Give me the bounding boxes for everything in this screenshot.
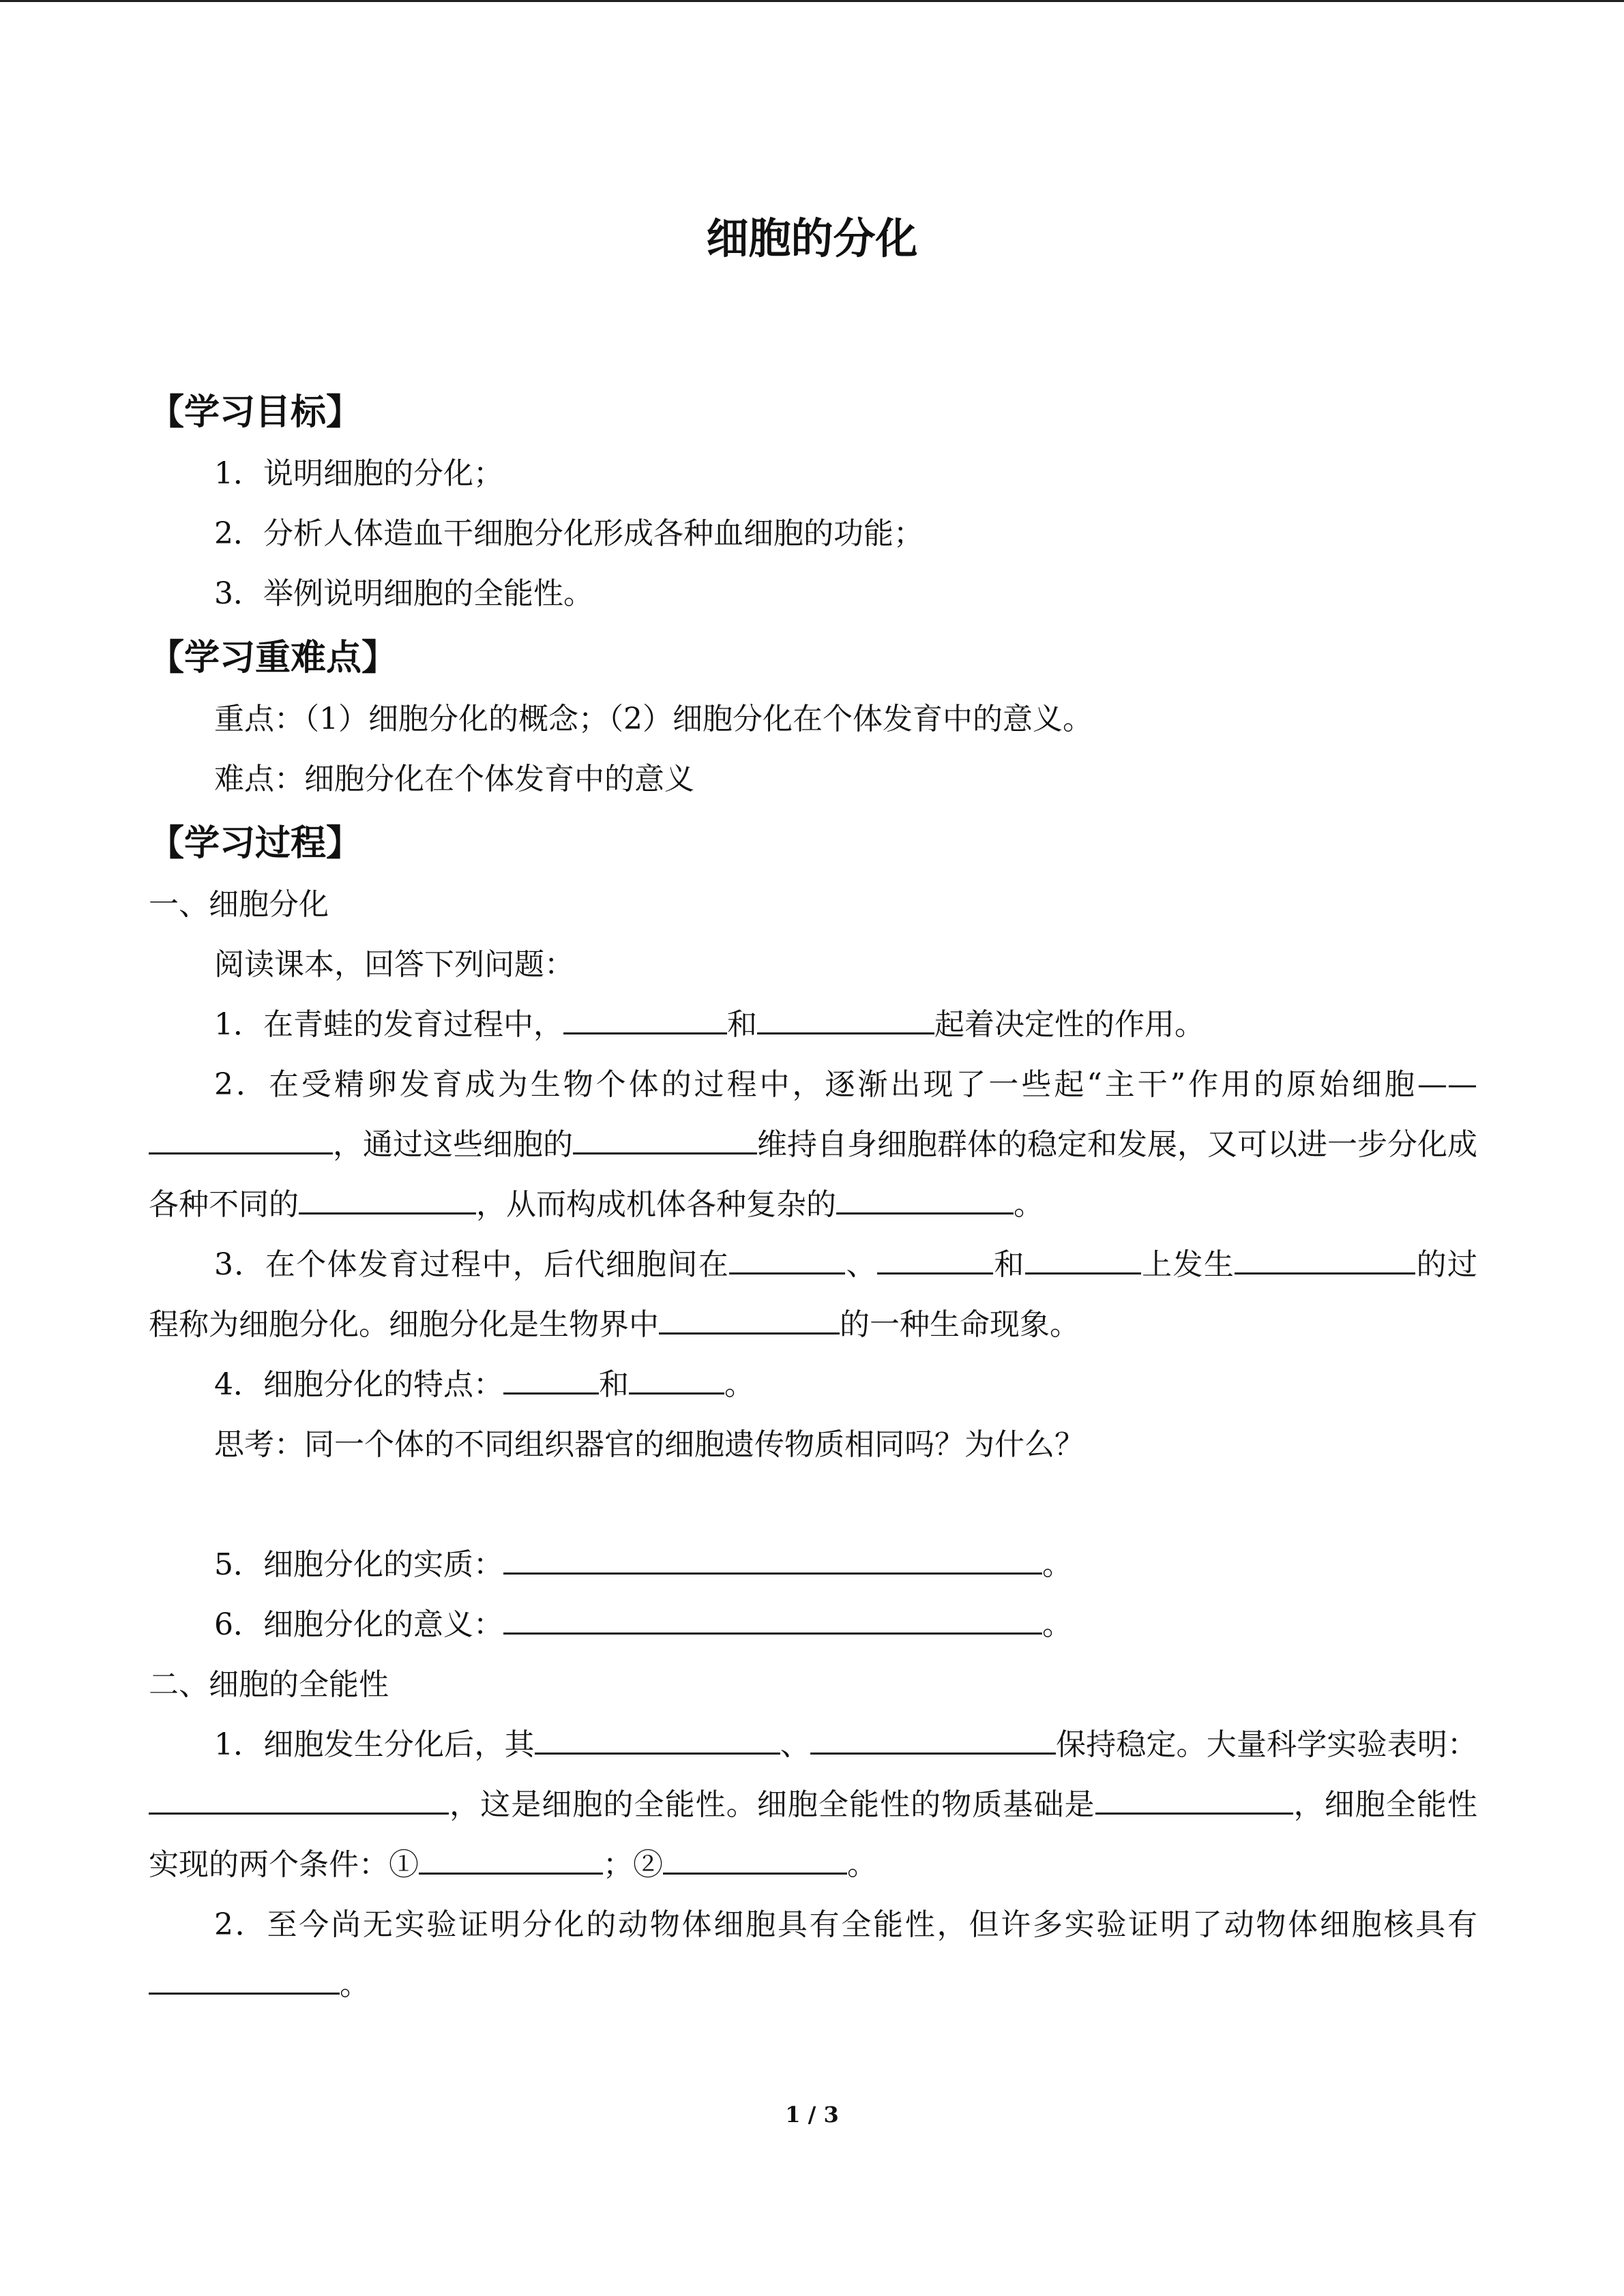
part1-intro: 阅读课本，回答下列问题：: [214, 947, 574, 982]
question-text: 。: [1014, 1187, 1044, 1222]
question-text: ，细胞全能性实现的两个条件：①: [149, 1787, 1478, 1882]
answer-blank[interactable]: [729, 1237, 845, 1274]
answer-blank[interactable]: [299, 1177, 476, 1214]
question-text: ，从而构成机体各种复杂的: [476, 1187, 836, 1222]
answer-blank[interactable]: [149, 1117, 333, 1154]
question-text: 。: [340, 1967, 370, 2002]
objective-item: 3．举例说明细胞的全能性。: [214, 576, 593, 611]
part1-heading: 一、细胞分化: [149, 887, 329, 922]
answer-blank[interactable]: [663, 1837, 847, 1875]
answer-blank[interactable]: [573, 1117, 757, 1154]
answer-blank[interactable]: [503, 1357, 599, 1395]
question-text: 4．细胞分化的特点：: [214, 1367, 503, 1402]
question-text: 2．在受精卵发育成为生物个体的过程中，逐渐出现了一些起“主干”作用的原始细胞——: [214, 1067, 1477, 1102]
answer-blank[interactable]: [629, 1357, 724, 1395]
question-text: ，这是细胞的全能性。细胞全能性的物质基础是: [449, 1787, 1095, 1822]
objective-item: 2．分析人体造血干细胞分化形成各种血细胞的功能；: [214, 516, 924, 551]
question-text: 保持稳定。大量科学实验表明：: [1055, 1727, 1477, 1762]
question-1-1: [149, 995, 1477, 1055]
part2-heading: 二、细胞的全能性: [149, 1667, 389, 1702]
question-text: 上发生: [1140, 1247, 1235, 1282]
top-border-line: [0, 0, 1624, 2]
question-text: 、: [845, 1247, 878, 1282]
question-text: 和: [993, 1247, 1025, 1282]
answer-blank[interactable]: [757, 997, 934, 1034]
question-text: 1．在青蛙的发育过程中，: [214, 1007, 563, 1042]
answer-blank[interactable]: [563, 997, 727, 1034]
question-1-5: [149, 1535, 1477, 1595]
answer-blank[interactable]: [1235, 1237, 1415, 1274]
question-text: ；②: [603, 1847, 663, 1882]
question-text: 。: [1042, 1547, 1072, 1582]
page-number: 1 / 3: [785, 2102, 839, 2128]
question-text: 的一种生命现象。: [840, 1307, 1080, 1342]
question-text: 、: [780, 1727, 810, 1762]
question-text: 维持自身细胞群体的稳定和发展，又可以进一步分化成各种不同的: [149, 1127, 1477, 1222]
question-text: 的过程称为细胞分化。细胞分化是生物界中: [149, 1247, 1478, 1342]
question-text: 6．细胞分化的意义：: [214, 1607, 503, 1642]
question-2-2: [149, 1895, 1477, 2015]
answer-blank[interactable]: [149, 1777, 449, 1815]
question-text: 起着决定性的作用。: [934, 1007, 1205, 1042]
question-text: 。: [847, 1847, 877, 1882]
question-text: 。: [724, 1367, 754, 1402]
answer-blank[interactable]: [877, 1237, 993, 1274]
page-title: 细胞的分化: [706, 213, 918, 263]
question-1-4: [149, 1355, 1477, 1415]
answer-blank[interactable]: [1025, 1237, 1141, 1274]
question-text: ，通过这些细胞的: [333, 1127, 573, 1162]
answer-space: [149, 1475, 1477, 1535]
question-2-1: [149, 1715, 1477, 1895]
question-text: 。: [1042, 1607, 1072, 1642]
answer-blank[interactable]: [503, 1537, 1042, 1575]
section-heading-process: 【学习过程】: [149, 823, 362, 864]
answer-blank[interactable]: [810, 1717, 1056, 1755]
question-1-2: [149, 1055, 1477, 1235]
question-text: 2．至今尚无实验证明分化的动物体细胞具有全能性，但许多实验证明了动物体细胞核具有: [214, 1907, 1477, 1942]
answer-blank[interactable]: [419, 1837, 603, 1875]
think-question: 思考：同一个体的不同组织器官的细胞遗传物质相同吗？为什么？: [214, 1427, 1084, 1462]
objective-item: 1．说明细胞的分化；: [214, 456, 503, 491]
answer-blank[interactable]: [503, 1597, 1042, 1635]
question-text: 3．在个体发育过程中，后代细胞间在: [214, 1247, 730, 1282]
question-text: 5．细胞分化的实质：: [214, 1547, 503, 1582]
section-heading-objectives: 【学习目标】: [149, 392, 362, 433]
question-text: 和: [727, 1007, 757, 1042]
question-text: 和: [599, 1367, 629, 1402]
section-heading-key-points: 【学习重难点】: [149, 638, 398, 679]
key-point-difficulty: 难点：细胞分化在个体发育中的意义: [214, 762, 694, 796]
key-point-focus: 重点：（1）细胞分化的概念；（2）细胞分化在个体发育中的意义。: [214, 702, 1093, 736]
question-text: 1．细胞发生分化后，其: [214, 1727, 535, 1762]
question-1-6: [149, 1595, 1477, 1655]
question-1-3: [149, 1235, 1477, 1355]
answer-blank[interactable]: [535, 1717, 780, 1755]
answer-blank[interactable]: [659, 1297, 840, 1335]
answer-blank[interactable]: [149, 1957, 340, 1995]
answer-blank[interactable]: [1095, 1777, 1293, 1815]
document-body: [149, 378, 1477, 2015]
answer-blank[interactable]: [836, 1177, 1014, 1214]
